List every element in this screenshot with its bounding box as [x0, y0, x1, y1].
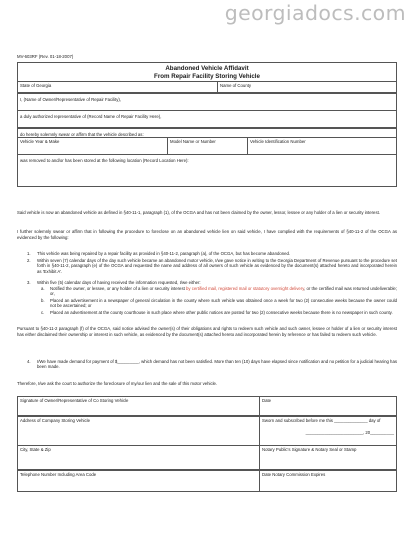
sworn-label: Sworn and subscribed before me this ______________ day of — [262, 417, 381, 423]
sworn-field[interactable] — [260, 417, 396, 445]
item-3a-text — [50, 286, 397, 297]
state-label: State of Georgia — [20, 83, 52, 89]
item-3-text: Within five (5) calendar days of having received the information requested, I/we either: — [37, 280, 201, 285]
facility-name-label: a duly authorized representative of (Record Name of Repair Facility Here), — [20, 114, 162, 120]
county-field[interactable] — [218, 82, 396, 92]
item-3-number: 3. — [27, 280, 31, 285]
facility-name-field[interactable] — [18, 111, 396, 127]
swear-statement — [18, 129, 396, 137]
state-field[interactable] — [18, 82, 218, 92]
model-field[interactable] — [168, 138, 248, 154]
commission-field[interactable] — [260, 471, 396, 491]
county-label: Name of County — [220, 83, 252, 89]
vehicle-row — [17, 137, 397, 155]
owner-name-field[interactable] — [18, 94, 396, 110]
signature-label: Signature of Owner/Representative of Co Storing Vehicle — [20, 398, 129, 404]
signature-field[interactable] — [18, 397, 260, 415]
city-row — [17, 445, 397, 470]
item-3a-label: a. — [41, 286, 45, 291]
owner-name-label: I, (Name of Owner/Representative of Repair Facility), — [20, 96, 122, 102]
date-field[interactable] — [260, 397, 396, 415]
state-county-row — [17, 81, 397, 93]
item-4-text: I/We have made demand for payment of $_________, which demand has not been satisfied. More than ten (10) days have elapsed since notification and no petition for a judicial hearing has been made. — [37, 359, 397, 370]
signature-row — [17, 396, 397, 416]
item-3a-text-2: , or the certified mail was returned undeliverable; or, — [50, 286, 398, 297]
title-line-1: Abandoned Vehicle Affidavit — [165, 65, 249, 72]
owner-row — [17, 93, 397, 111]
address-row — [17, 416, 397, 446]
notary-signature-field[interactable] — [260, 446, 396, 469]
address-label: Address of Company Storing Vehicle — [20, 417, 90, 423]
paragraph-pursuant: Pursuant to §40-11-2 paragraph (f) of the OCGA, said notice advised the owner(s) of their obligations and rights to redeem such vehicle and such owner, lessee or holder of a lien or security interest has either disclaimed their ownership or interest in such vehicle, as evidenced by the document(s) attached hereto and incorporated herein by reference or has failed to redeem such vehicle. — [17, 326, 397, 337]
phone-field[interactable] — [18, 471, 260, 491]
item-3a-text-1: Notified the owner, or lessee, or any holder of a lien or security interest — [50, 286, 187, 291]
city-label: City, State & Zip — [20, 447, 51, 453]
vehicle-year-make-field[interactable] — [18, 138, 168, 154]
item-1-number: 1. — [27, 251, 31, 256]
item-3c-text: Placed an advertisement at the county courthouse in such place where other public notices are posted for two (2) consecutive weeks because there is no newspaper in such county. — [50, 310, 393, 315]
form-header-table — [17, 62, 397, 187]
location-row — [17, 154, 397, 187]
paragraph-procedure: I further solemnly swear or affirm that in following the procedure to foreclose on an abandoned vehicle lien on said vehicle, I have complied with the requirements of §40-11-2 of the OCGA as evidenced by the following: — [17, 229, 397, 240]
item-2-number: 2. — [27, 258, 31, 263]
form-number: MV-603RF (Rev. 01-18-2007) — [17, 54, 74, 59]
vehicle-year-make-label: Vehicle Year & Make — [20, 139, 60, 145]
swear-label: do hereby solemnly swear or affirm that the vehicle described as: — [20, 131, 144, 137]
form-title — [17, 62, 397, 82]
vin-field[interactable] — [248, 138, 396, 154]
location-field[interactable] — [18, 155, 396, 186]
sworn-year: ________________________, 20__________ — [305, 430, 394, 436]
facility-row — [17, 110, 397, 128]
location-label: was removed to and/or has been stored at the following location (Record Location Here): — [20, 158, 189, 164]
signature-table — [17, 397, 397, 492]
city-field[interactable] — [18, 446, 260, 469]
item-3b-text: Placed an advertisement in a newspaper of general circulation in the county where such vehicle was obtained once a week for two (2) consecutive weeks because the owner could not be ascertained; or — [50, 298, 397, 309]
paragraph-abandoned: Said vehicle is now an abandoned vehicle as defined in §40-11-1, paragraph (1), of the OCGA and has not been claimed by the owner, lessor, lessee or any holder of a lien or security interest. — [17, 210, 380, 215]
paragraph-therefore: Therefore, I/we ask the court to authorize the foreclosure of my/our lien and the sale of this motor vehicle. — [17, 381, 218, 386]
notary-signature-label: Notary Public's Signature & Notary Seal or Stamp — [262, 447, 357, 453]
phone-label: Telephone Number Including Area Code — [20, 471, 97, 477]
item-3b-label: b. — [41, 298, 45, 303]
item-3a-delivery-method: by certified mail, registered mail or statutory overnight delivery — [186, 286, 305, 291]
commission-label: Date Notary Commission Expires — [262, 471, 326, 477]
vin-label: Vehicle Identification Number — [250, 139, 306, 145]
model-label: Model Name or Number — [170, 139, 216, 145]
phone-row — [17, 470, 397, 492]
swear-row — [17, 128, 397, 138]
title-line-2: From Repair Facility Storing Vehicle — [154, 72, 260, 80]
date-label: Date — [262, 398, 272, 404]
address-field[interactable] — [18, 417, 260, 445]
item-3c-label: c. — [41, 310, 45, 315]
item-2-text: Within seven (7) calendar days of the day such vehicle became an abandoned motor vehicle, I/we gave notice in writing to the Georgia Department of Revenue pursuant to the procedure set forth in §40-11-2, paragraph (e) of the OCGA and requested the name and address of all owners of such vehicle as evidenced by the document(s) attached hereto and incorporated herein as 'Exhibit A'. — [37, 258, 397, 274]
item-4-number: 4. — [27, 359, 31, 364]
item-1-text: This vehicle was being repaired by a repair facility as provided in §40-11-2, paragraph (a), of the OCGA, but has become abandoned. — [37, 251, 291, 256]
watermark-logo: georgiadocs.com — [224, 1, 406, 25]
